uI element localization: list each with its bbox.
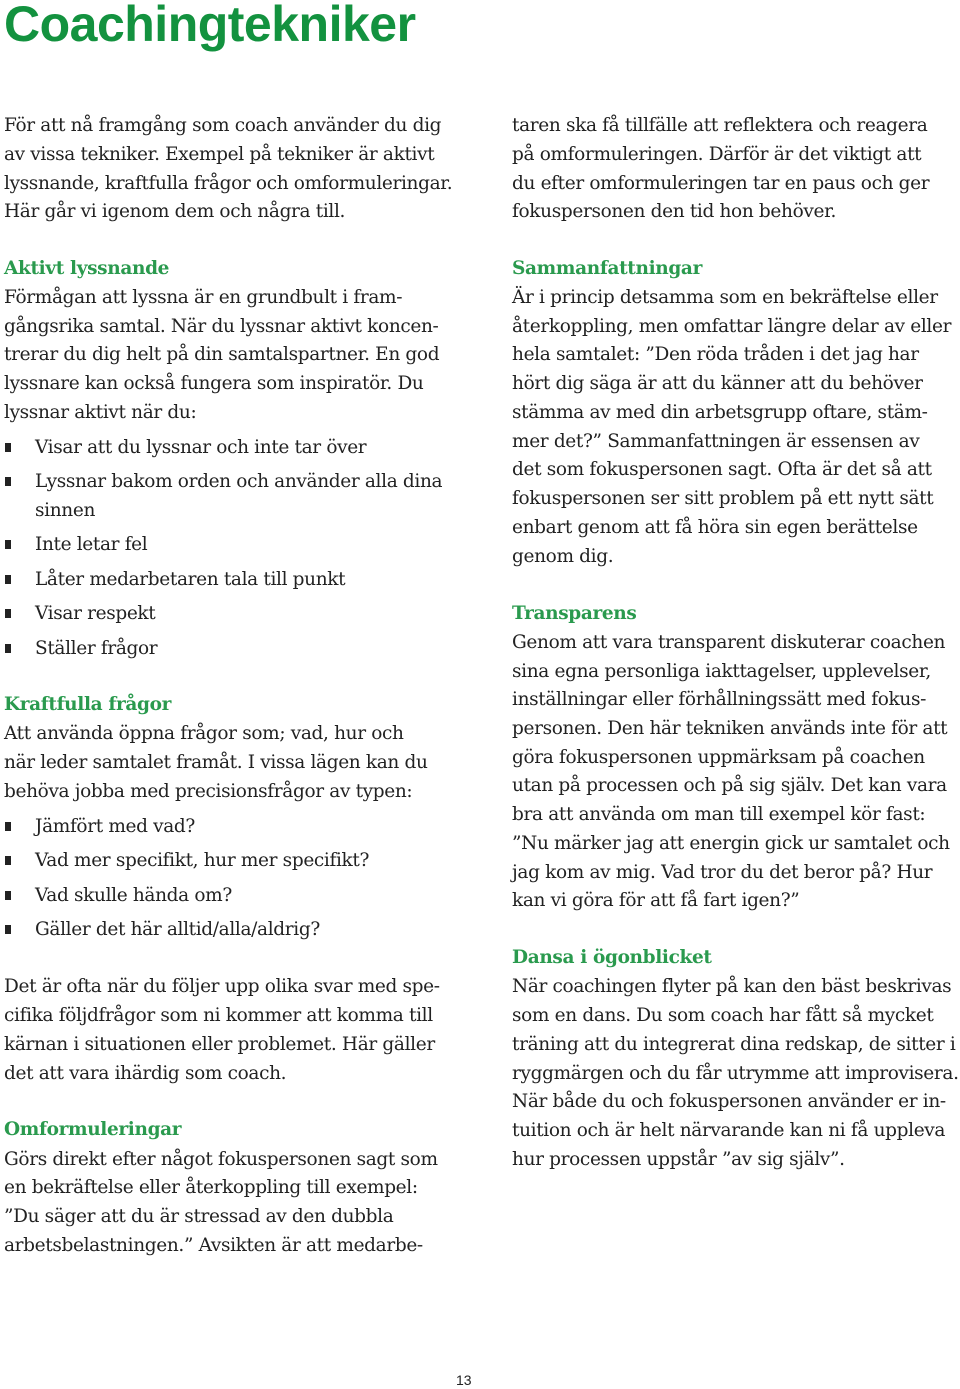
bullet-marker xyxy=(5,925,11,934)
text-line: när leder samtalet framåt. I vissa lägen kan du xyxy=(4,752,428,773)
text-line: kärnan i situationen eller problemet. Här gäller xyxy=(4,1034,435,1055)
section-heading: Transparens xyxy=(512,603,637,624)
text-line: ryggmärgen och du får utrymme att improvisera. xyxy=(512,1063,959,1084)
bullet-marker xyxy=(5,822,11,831)
text-line: ”Du säger att du är stressad av den dubbla xyxy=(4,1206,394,1227)
text-line: gångsrika samtal. När du lyssnar aktivt koncen- xyxy=(4,316,439,337)
text-line: jag kom av mig. Vad tror du det beror på? Hur xyxy=(512,862,933,883)
text-line: Att använda öppna frågor som; vad, hur och xyxy=(4,723,404,744)
list-item: Lyssnar bakom orden och använder alla dina xyxy=(35,471,443,492)
text-line: fokuspersonen ser sitt problem på ett nytt sätt xyxy=(512,488,934,509)
section-heading: Omformuleringar xyxy=(4,1119,182,1140)
text-line: ”Nu märker jag att energin gick ur samtalet och xyxy=(512,833,950,854)
bullet-marker xyxy=(5,477,11,486)
text-line: lyssnande, kraftfulla frågor och omformuleringar. xyxy=(4,173,453,194)
bullet-marker xyxy=(5,891,11,900)
list-item: Vad mer specifikt, hur mer specifikt? xyxy=(35,850,370,871)
text-line: enbart genom att få höra sin egen berättelse xyxy=(512,517,918,538)
list-item: Visar respekt xyxy=(35,603,156,624)
bullet-marker xyxy=(5,644,11,653)
text-line: genom dig. xyxy=(512,546,614,567)
text-line: kan vi göra för att få fart igen?” xyxy=(512,890,800,911)
text-line: arbetsbelastningen.” Avsikten är att medarbe- xyxy=(4,1235,423,1256)
text-line: som en dans. Du som coach har fått så mycket xyxy=(512,1005,934,1026)
page-number: 13 xyxy=(456,1372,472,1388)
bullet-marker xyxy=(5,609,11,618)
text-line: stämma av med din arbetsgrupp oftare, stäm- xyxy=(512,402,928,423)
text-line: För att nå framgång som coach använder du dig xyxy=(4,115,442,136)
text-line: behöva jobba med precisionsfrågor av typen: xyxy=(4,781,413,802)
bullet-marker xyxy=(5,443,11,452)
list-item: Ställer frågor xyxy=(35,638,158,659)
page-title: Coachingtekniker xyxy=(4,0,416,52)
text-line: av vissa tekniker. Exempel på tekniker är aktivt xyxy=(4,144,435,165)
list-item: Låter medarbetaren tala till punkt xyxy=(35,569,346,590)
list-item: Vad skulle hända om? xyxy=(35,885,232,906)
text-line: Görs direkt efter något fokuspersonen sagt som xyxy=(4,1149,438,1170)
text-line: cifika följdfrågor som ni kommer att komma till xyxy=(4,1005,433,1026)
text-line: hur processen uppstår ”av sig själv”. xyxy=(512,1149,845,1170)
text-line: en bekräftelse eller återkoppling till exempel: xyxy=(4,1177,418,1198)
text-line: bra att använda om man till exempel kör fast: xyxy=(512,804,926,825)
text-line: utan på processen och på sig själv. Det kan vara xyxy=(512,775,947,796)
text-line: hört dig säga är att du känner att du behöver xyxy=(512,373,923,394)
list-item: Visar att du lyssnar och inte tar över xyxy=(35,437,367,458)
text-line: du efter omformuleringen tar en paus och ger xyxy=(512,173,930,194)
list-item: Inte letar fel xyxy=(35,534,148,555)
text-line: inställningar eller förhållningssätt med fokus- xyxy=(512,689,927,710)
section-heading: Aktivt lyssnande xyxy=(4,258,170,279)
text-line: återkoppling, men omfattar längre delar av eller xyxy=(512,316,952,337)
section-heading: Kraftfulla frågor xyxy=(4,694,171,715)
text-line: träning att du integrerat dina redskap, de sitter i xyxy=(512,1034,956,1055)
text-line: göra fokuspersonen uppmärksam på coachen xyxy=(512,747,925,768)
text-line: lyssnare kan också fungera som inspiratör. Du xyxy=(4,373,424,394)
text-line: sina egna personliga iakttagelser, upplevelser, xyxy=(512,661,931,682)
text-line: taren ska få tillfälle att reflektera och reagera xyxy=(512,115,928,136)
bullet-marker xyxy=(5,540,11,549)
bullet-marker xyxy=(5,856,11,865)
text-line: Det är ofta när du följer upp olika svar med spe- xyxy=(4,976,440,997)
bullet-marker xyxy=(5,575,11,584)
text-line: Förmågan att lyssna är en grundbult i fram- xyxy=(4,287,403,308)
text-line: mer det?” Sammanfattningen är essensen av xyxy=(512,431,920,452)
text-line: personen. Den här tekniken används inte för att xyxy=(512,718,948,739)
text-line: hela samtalet: ”Den röda tråden i det jag har xyxy=(512,344,919,365)
section-heading: Sammanfattningar xyxy=(512,258,702,279)
text-line: på omformuleringen. Därför är det viktigt att xyxy=(512,144,922,165)
text-line: Genom att vara transparent diskuterar coachen xyxy=(512,632,946,653)
text-line: det att vara ihärdig som coach. xyxy=(4,1063,287,1084)
list-item: Jämfört med vad? xyxy=(35,816,195,837)
text-line: Här går vi igenom dem och några till. xyxy=(4,201,346,222)
text-line: När både du och fokuspersonen använder er in- xyxy=(512,1091,946,1112)
text-line: trerar du dig helt på din samtalspartner. En god xyxy=(4,344,440,365)
text-line: tuition och är helt närvarande kan ni få uppleva xyxy=(512,1120,946,1141)
text-line: fokuspersonen den tid hon behöver. xyxy=(512,201,837,222)
text-line: lyssnar aktivt när du: xyxy=(4,402,197,423)
list-item: Gäller det här alltid/alla/aldrig? xyxy=(35,919,320,940)
list-item-continuation: sinnen xyxy=(35,500,96,521)
text-line: När coachingen flyter på kan den bäst beskrivas xyxy=(512,976,952,997)
section-heading: Dansa i ögonblicket xyxy=(512,947,712,968)
text-line: Är i princip detsamma som en bekräftelse eller xyxy=(512,287,938,308)
text-line: det som fokuspersonen sagt. Ofta är det så att xyxy=(512,459,932,480)
